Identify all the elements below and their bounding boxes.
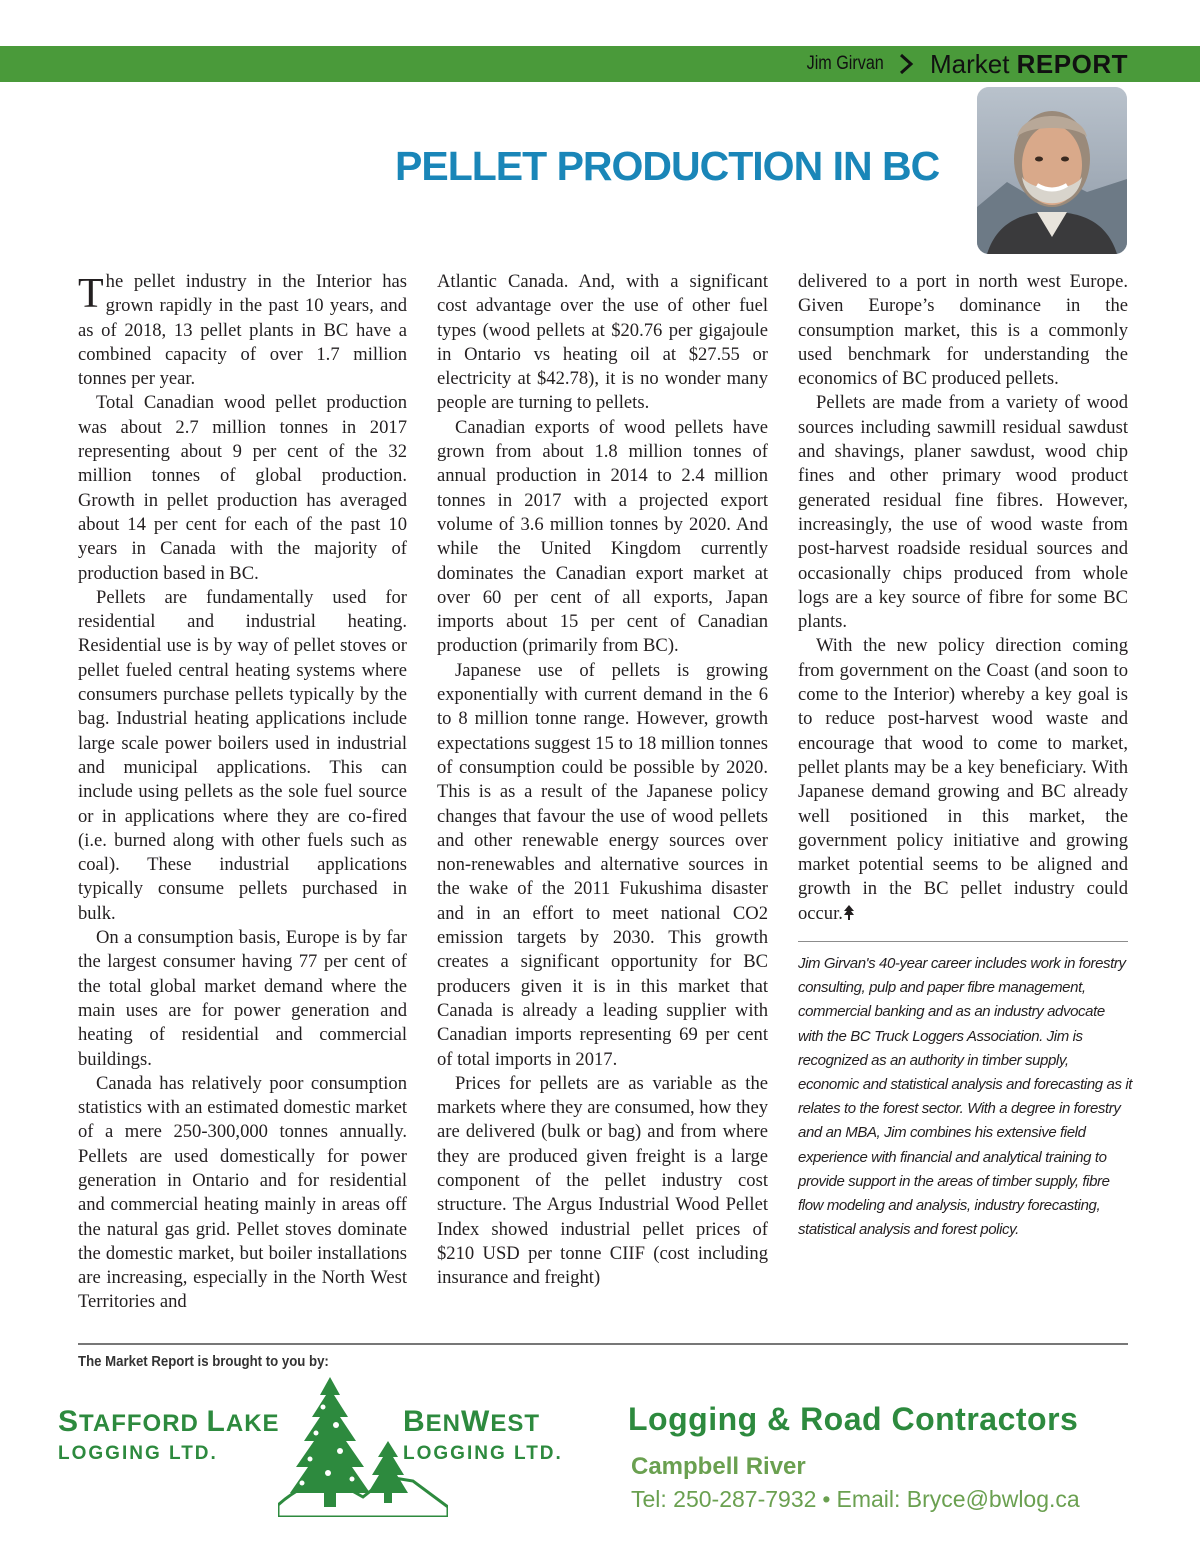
drop-cap: T bbox=[78, 271, 104, 317]
header-text bbox=[793, 50, 1128, 78]
paragraph: Total Canadian wood pellet production was about 2.7 million tonnes in 2017 representing about 9 per cent of the 32 million tonnes of global production. Growth in pellet production has averaged about 14 per cent for each of the past 10 years in Canada with the majority of production based in BC. bbox=[78, 392, 407, 584]
paragraph: Prices for pellets are as variable as the markets where they are consumed, how they are delivered (bulk or bag) and from where they are produced given freight is a large component of the pellet industry cost structure. The Argus Industrial Wood Pellet Index showed industrial pellet prices of $210 USD per tonne CIIF (cost including insurance and freight) bbox=[437, 1072, 768, 1289]
sponsor-label: The Market Report is brought to you by: bbox=[78, 1353, 329, 1370]
sc-rest: AKE bbox=[225, 1410, 280, 1437]
contact-line bbox=[631, 1486, 1080, 1513]
article-column-2 bbox=[437, 270, 768, 1290]
footer-divider bbox=[78, 1343, 1128, 1345]
paragraph: Japanese use of pellets is growing exponentially with current demand in the 6 to 8 million tonne range. However, growth expectations suggest 15 to 18 million tonnes of consumption could be possible by 2020. This is as a result of the Japanese policy changes that favour the use of wood pellets and other renewable energy sources over non-renewables and alternative sources in the wake of the 2011 Fukushima disaster and in an effort to meet national CO2 emission targets by 2030. This growth creates a significant opportunity for BC producers given it is in this market that Canada is already a leading supplier with Canadian imports representing 69 per cent of total imports in 2017. bbox=[437, 659, 768, 1070]
paragraph bbox=[78, 270, 407, 391]
sc-cap: S bbox=[58, 1405, 80, 1438]
header-author: Jim Girvan bbox=[806, 53, 884, 74]
tree-end-mark-icon bbox=[843, 905, 855, 920]
paragraph: Canadian exports of wood pellets have grown from about 1.8 million tonnes of annual production in 2014 to 2.4 million tonnes in 2017 with a projected export volume of 3.6 million tonnes by 2020. And while the United Kingdom currently dominates the Canadian export market at over 60 per cent of all exports, Japan imports about 15 per cent of Canadian production (primarily from BC). bbox=[437, 416, 768, 657]
header-section bbox=[930, 49, 1128, 80]
paragraph: On a consumption basis, Europe is by far the largest consumer having 77 per cent of the total global market demand where the main uses are for power generation and heating of residential and commercial buildings. bbox=[78, 927, 407, 1070]
article-column-3 bbox=[798, 270, 1128, 926]
author-photo bbox=[977, 87, 1127, 254]
author-bio: Jim Girvan's 40-year career includes work in forestry consulting, pulp and paper fibre management, commercial banking and as an industry advocate with the BC Truck Loggers Association. Jim is recognized as an authority in timber supply, economic and statistical analysis and forecasting as it relates to the forest sector. With a degree in forestry and an MBA, Jim combines his extensive field experience with financial and analytical training to provide support in the areas of timber supply, fibre flow modeling and analysis, industry forecasting, statistical analysis and forest policy. bbox=[798, 955, 1133, 1239]
sc-cap: B bbox=[403, 1405, 426, 1438]
sc-cap: L bbox=[206, 1405, 226, 1438]
paragraph: Canada has relatively poor consumption statistics with an estimated domestic market of a mere 250-300,000 tonnes annually. Pellets are used domestically for power generation in Ontario and for residential and commercial heating mainly in areas off the natural gas grid. Pellet stoves dominate the domestic market, but boiler installations are increasing, especially in the North West Territories and bbox=[78, 1072, 407, 1313]
paragraph: Pellets are made from a variety of wood sources including sawmill residual sawdust and shavings, planer sawdust, wood chip fines and other primary wood product generated residual fine fibres. However, increasingly, the use of wood waste from post-harvest roadside residual sources and occasionally chips produced from whole logs are a key source of fibre for some BC plants. bbox=[798, 392, 1128, 633]
header-section-bold: REPORT bbox=[1016, 48, 1128, 79]
article-title: PELLET PRODUCTION IN BC bbox=[395, 143, 940, 189]
author-portrait-image bbox=[977, 87, 1127, 254]
email-text[interactable]: Email: Bryce@bwlog.ca bbox=[836, 1486, 1080, 1512]
phone-text[interactable]: Tel: 250-287-7932 bbox=[631, 1486, 817, 1512]
article-column-1 bbox=[78, 270, 407, 1315]
paragraph-text: With the new policy direction coming from government on the Coast (and soon to come to the Interior) whereby a key goal is to reduce post-harvest wood waste and encourage that wood to come to market, pellet plants may be a key beneficiary. With Japanese demand growing and BC already well positioned in this market, the government policy initiative and growing market potential seems to be aligned and growth in the BC pellet industry could occur. bbox=[798, 635, 1128, 924]
header-section-plain: Market bbox=[929, 48, 1017, 79]
city-label: Campbell River bbox=[631, 1453, 806, 1480]
paragraph bbox=[798, 634, 1128, 926]
bullet-separator: • bbox=[822, 1486, 831, 1512]
sc-rest: EN bbox=[425, 1410, 462, 1437]
bio-divider bbox=[798, 941, 1128, 942]
paragraph-text: he pellet industry in the Interior has grown rapidly in the past 10 years, and as of 2018, 13 pellet plants in BC have a combined capacity of over 1.7 million tonnes per year. bbox=[78, 271, 407, 390]
benwest-subtitle: LOGGING LTD. bbox=[403, 1443, 563, 1464]
stafford-lake-subtitle: LOGGING LTD. bbox=[58, 1443, 218, 1464]
chevron-right-icon bbox=[898, 53, 916, 75]
stafford-lake-name bbox=[58, 1405, 280, 1439]
paragraph: Atlantic Canada. And, with a significant cost advantage over the use of other fuel types (wood pellets at $20.76 per gigajoule in Ontario vs heating oil at $27.55 or electricity at $42.78), it is no wonder many people are turning to pellets. bbox=[437, 271, 768, 414]
header-bar bbox=[0, 46, 1200, 82]
sc-rest: TAFFORD bbox=[79, 1410, 207, 1437]
paragraph: delivered to a port in north west Europe. Given Europe’s dominance in the consumption market, this is a commonly used benchmark for understanding the economics of BC produced pellets. bbox=[798, 271, 1128, 390]
paragraph: Pellets are fundamentally used for residential and industrial heating. Residential use is by way of pellet stoves or pellet fueled central heating systems where consumers purchase pellets typically by the bag. Industrial heating applications include large scale power boilers used in industrial and municipal applications. This can include using pellets as the sole fuel source or in applications where they are co-fired (i.e. burned along with other fuels such as coal). These industrial applications typically consume pellets purchased in bulk. bbox=[78, 586, 407, 924]
sc-cap: W bbox=[461, 1405, 491, 1438]
contractors-heading: Logging & Road Contractors bbox=[628, 1401, 1079, 1437]
sc-rest: EST bbox=[490, 1410, 541, 1437]
benwest-name bbox=[403, 1405, 540, 1439]
